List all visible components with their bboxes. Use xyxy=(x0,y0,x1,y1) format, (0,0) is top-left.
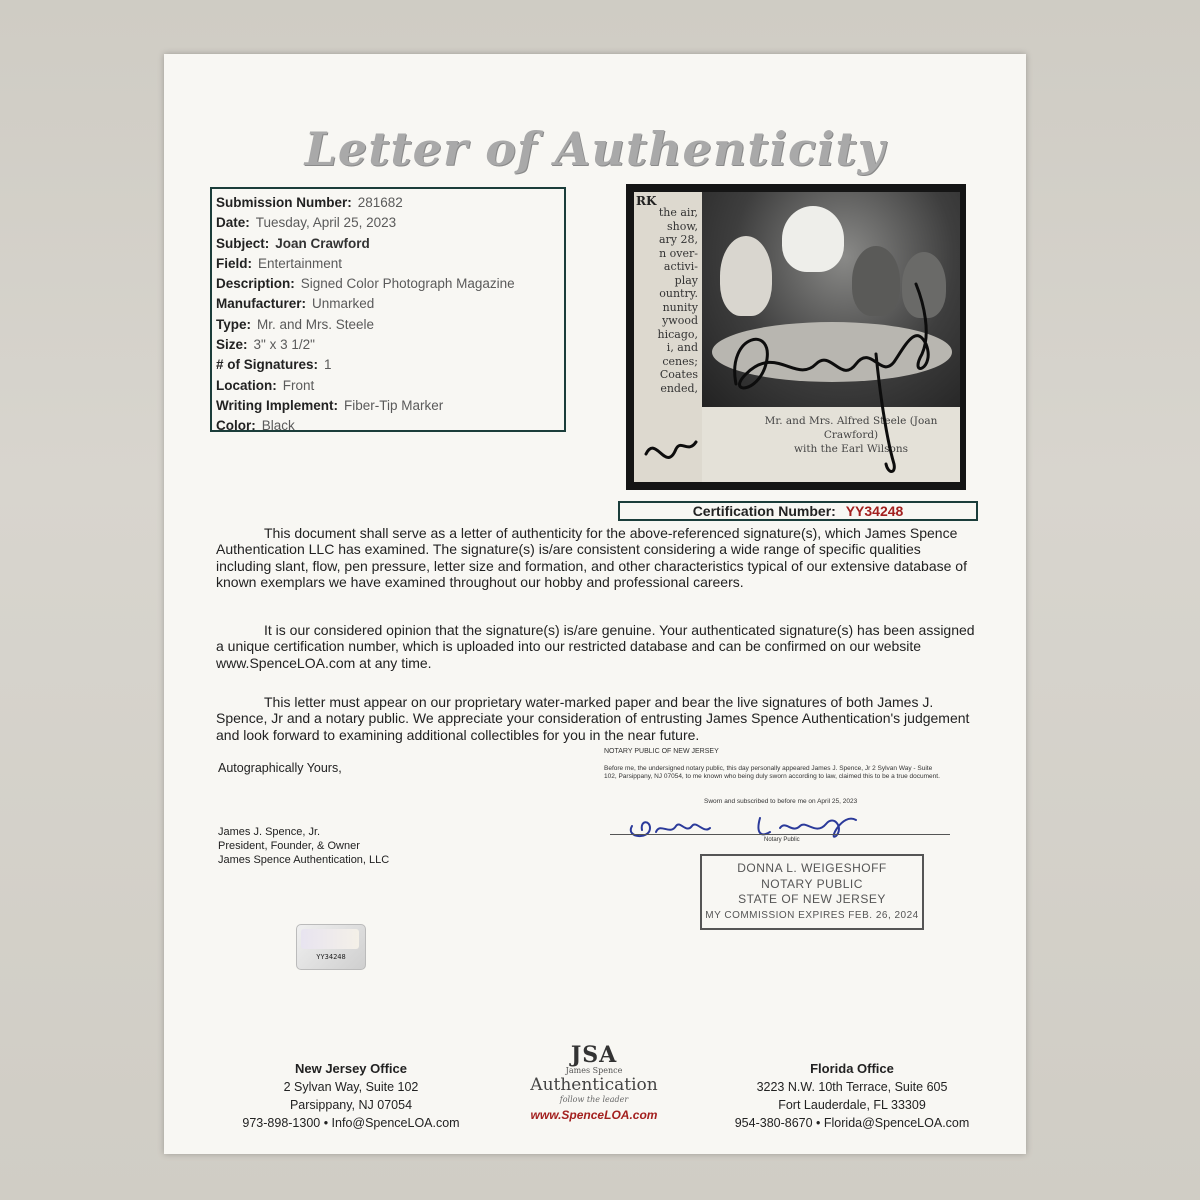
detail-value: Joan Crawford xyxy=(275,235,370,251)
detail-label: Subject: xyxy=(216,235,270,251)
detail-label: Type: xyxy=(216,316,252,332)
certification-number-box: Certification Number: YY34248 xyxy=(618,501,978,521)
detail-row xyxy=(216,315,564,335)
detail-value: Unmarked xyxy=(312,296,375,312)
jsa-logo: JSA James Spence Authentication follow the leader www.SpenceLOA.com xyxy=(514,1044,674,1144)
photo-caption: Mr. and Mrs. Alfred Steele (Joan Crawford) with the Earl Wilsons xyxy=(764,415,938,455)
signed-photo xyxy=(626,184,966,490)
notary-block: NOTARY PUBLIC OF NEW JERSEY Before me, the undersigned notary public, this day personally appeared James J. Spence, Jr 2 Sylvan Way - Suite 102, Parsippany, NJ 07054, to me known who being duly sworn according to law, claimed this to be a true document. xyxy=(604,748,940,780)
detail-row xyxy=(216,193,564,213)
column-text-line: ended, xyxy=(660,381,698,395)
detail-value: Fiber-Tip Marker xyxy=(344,397,444,413)
hologram-sticker xyxy=(296,924,366,970)
notary-stamp: DONNA L. WEIGESHOFF NOTARY PUBLIC STATE OF NEW JERSEY MY COMMISSION EXPIRES FEB. 26, 2024 xyxy=(700,854,924,930)
paragraph-3: This letter must appear on our proprietary water-marked paper and bear the live signatures of both James J. Spence, Jr and a notary public. We appreciate your consideration of entrusting James Spence Authentication's judgement and look forward to examining additional collectibles for you in the near future. xyxy=(216,694,970,743)
hologram-code: YY34248 xyxy=(316,953,346,961)
column-text-line: cenes; xyxy=(662,354,698,368)
paragraph-2: It is our considered opinion that the signature(s) is/are genuine. Your authenticated signature(s) has been assigned a unique certification number, which is uploaded into our restricted database and can be confirmed on our website www.SpenceLOA.com at any time. xyxy=(216,622,975,671)
hologram-logo xyxy=(301,929,359,949)
notary-signature xyxy=(620,806,880,846)
column-text-line: Coates xyxy=(659,368,698,381)
detail-label: Submission Number: xyxy=(216,195,352,210)
fl-office: Florida Office 3223 N.W. 10th Terrace, Suite 605 Fort Lauderdale, FL 33309 954-380-8670 • Florida@SpenceLOA.com xyxy=(734,1061,970,1130)
detail-label: Manufacturer: xyxy=(216,296,307,312)
detail-label: Field: xyxy=(216,255,252,271)
detail-label: Date: xyxy=(216,215,250,231)
detail-row xyxy=(216,294,564,314)
column-text-line: ountry. xyxy=(659,287,698,300)
website-link: www.SpenceLOA.com xyxy=(530,1108,658,1122)
detail-row xyxy=(216,274,564,294)
sworn-text: Sworn and subscribed to before me on April 25, 2023 xyxy=(704,798,858,805)
detail-row xyxy=(216,234,564,254)
nj-office: New Jersey Office 2 Sylvan Way, Suite 102 Parsippany, NJ 07054 973-898-1300 • Info@SpenceLOA.com xyxy=(242,1061,460,1130)
detail-value: 281682 xyxy=(357,195,403,210)
detail-label: Location: xyxy=(216,377,277,393)
magazine-header: RK xyxy=(636,194,657,208)
detail-value: 3" x 3 1/2" xyxy=(253,337,315,353)
autograph-signature xyxy=(626,184,966,490)
column-text-line: the air, xyxy=(658,206,698,219)
column-text-line: ary 28, xyxy=(658,233,698,246)
detail-value: Tuesday, April 25, 2023 xyxy=(255,215,397,231)
detail-row xyxy=(216,355,564,375)
column-text-line: activi- xyxy=(663,260,698,273)
detail-label: Description: xyxy=(216,276,295,292)
column-text-line: nunity xyxy=(662,300,698,314)
detail-value: Mr. and Mrs. Steele xyxy=(257,316,375,332)
paragraph-1: This document shall serve as a letter of authenticity for the above-referenced signature(s), which James Spence Authentication LLC has examined. The signature(s) is/are consistent considering a wide range of specific qualities including slant, flow, pen pressure, letter size and formation, and other characteristics typical of our extensive database of known exemplars we have examined throughout our hobby and professional careers. xyxy=(216,525,967,590)
detail-row xyxy=(216,416,564,436)
column-text-line: n over- xyxy=(659,246,698,260)
detail-label: Writing Implement: xyxy=(216,397,339,413)
detail-value: Black xyxy=(261,418,295,434)
detail-value: Signed Color Photograph Magazine xyxy=(300,276,515,292)
column-text-line: hicago, xyxy=(657,327,698,341)
detail-value: Front xyxy=(282,377,315,393)
detail-row xyxy=(216,376,564,396)
column-text-line: show, xyxy=(667,219,698,233)
notary-public-label: Notary Public xyxy=(764,837,800,843)
detail-value: 1 xyxy=(324,357,332,373)
column-text-line: ywood xyxy=(662,314,698,327)
notary-signature-line xyxy=(610,834,950,835)
detail-row xyxy=(216,335,564,355)
signer-block: James J. Spence, Jr. President, Founder, & Owner James Spence Authentication, LLC xyxy=(218,826,390,866)
column-text-line: i, and xyxy=(666,341,698,354)
letter-page xyxy=(164,54,1026,1154)
certification-number: YY34248 xyxy=(845,503,904,519)
details-box xyxy=(210,187,566,432)
column-text-line: play xyxy=(674,273,698,287)
detail-label: Size: xyxy=(216,337,248,353)
detail-label: Color: xyxy=(216,418,256,434)
closing-line: Autographically Yours, xyxy=(218,761,342,775)
detail-label: # of Signatures: xyxy=(216,357,319,373)
detail-row xyxy=(216,396,564,416)
document-title: Letter of Authenticity xyxy=(304,122,886,176)
detail-row xyxy=(216,213,564,233)
detail-value: Entertainment xyxy=(258,255,343,271)
detail-row xyxy=(216,254,564,274)
